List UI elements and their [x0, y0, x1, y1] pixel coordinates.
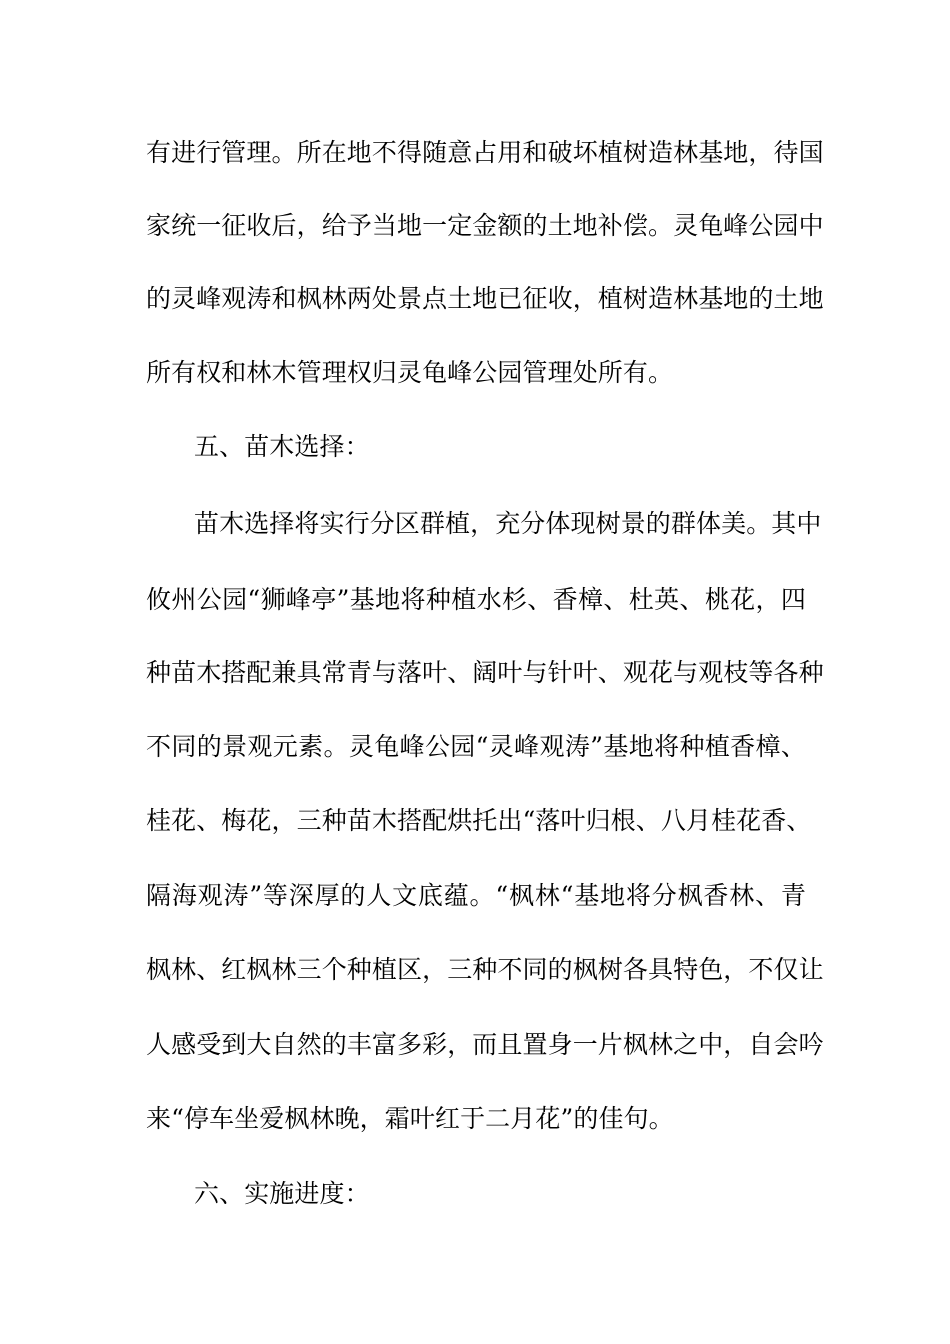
paragraph-line: 有进行管理。所在地不得随意占用和破坏植树造林基地，待国 [146, 138, 824, 167]
paragraph-line: 不同的景观元素。灵龟峰公园“灵峰观涛”基地将种植香樟、 [146, 732, 806, 761]
paragraph-line: 家统一征收后，给予当地一定金额的土地补偿。灵龟峰公园中 [146, 211, 824, 240]
paragraph-line: 苗木选择将实行分区群植，充分体现树景的群体美。其中 [194, 509, 822, 538]
paragraph-line: 所有权和林木管理权归灵龟峰公园管理处所有。 [146, 358, 674, 387]
paragraph-line: 来“停车坐爱枫林晚，霜叶红于二月花”的佳句。 [146, 1104, 674, 1133]
paragraph-line: 枫林、红枫林三个种植区，三种不同的枫树各具特色，不仅让 [146, 955, 824, 984]
section-heading: 六、实施进度： [194, 1179, 370, 1208]
paragraph-line: 的灵峰观涛和枫林两处景点土地已征收，植树造林基地的土地 [146, 284, 824, 313]
section-heading: 五、苗木选择： [194, 432, 370, 461]
paragraph-line: 桂花、梅花，三种苗木搭配烘托出“落叶归根、八月桂花香、 [146, 806, 812, 835]
paragraph-line: 攸州公园“狮峰亭”基地将种植水杉、香樟、杜英、桃花，四 [146, 585, 806, 614]
paragraph-line: 人感受到大自然的丰富多彩，而且置身一片枫林之中，自会吟 [146, 1030, 824, 1059]
paragraph-line: 种苗木搭配兼具常青与落叶、阔叶与针叶、观花与观枝等各种 [146, 658, 824, 687]
paragraph-line: 隔海观涛”等深厚的人文底蕴。“枫林“基地将分枫香林、青 [146, 881, 806, 910]
